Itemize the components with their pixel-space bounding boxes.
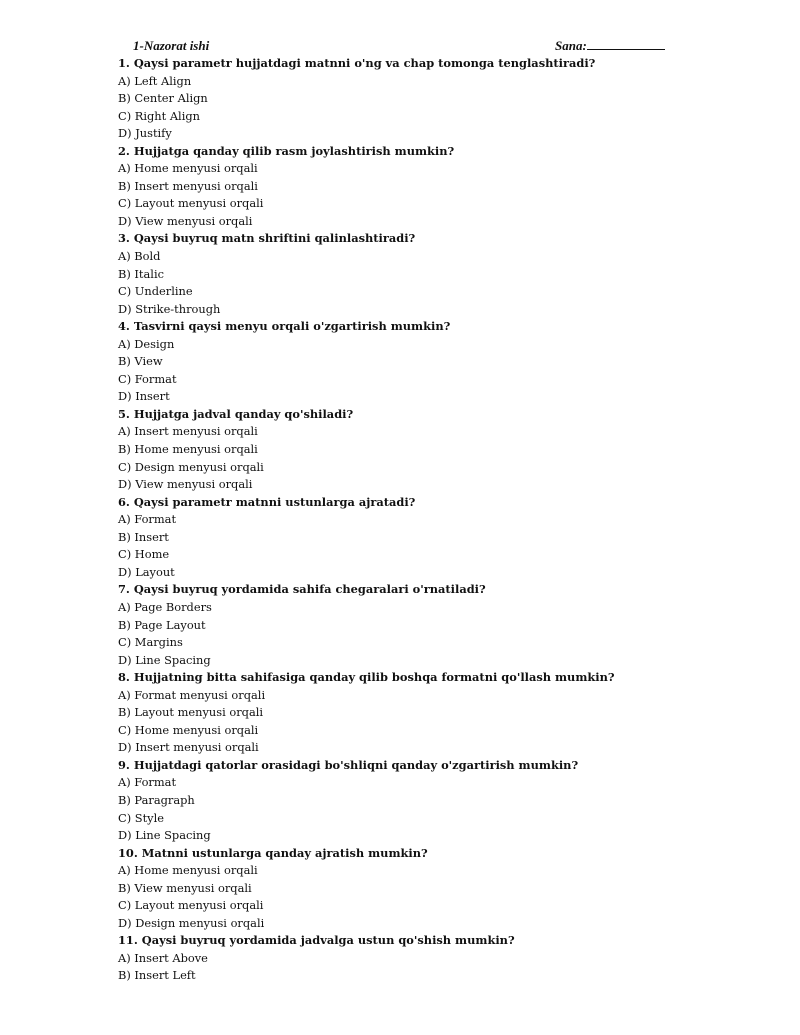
document-title: 1-Nazorat ishi xyxy=(133,38,210,53)
answer-option: D) Strike-through xyxy=(118,301,221,316)
question-text: 6. Qaysi parametr matnni ustunlarga ajratadi? xyxy=(118,494,416,509)
answer-option: B) Insert xyxy=(118,529,169,544)
answer-option: C) Underline xyxy=(118,284,193,299)
answer-option: D) Insert xyxy=(118,389,170,404)
question-text: 5. Hujjatga jadval qanday qo'shiladi? xyxy=(118,406,354,421)
answer-option: C) Style xyxy=(118,810,164,825)
answer-option: A) Format menyusi orqali xyxy=(118,687,266,702)
answer-option: A) Left Align xyxy=(118,73,192,88)
answer-option: B) Insert Left xyxy=(118,968,196,983)
question-text: 1. Qaysi parametr hujjatdagi matnni o'ng va chap tomonga tenglashtiradi? xyxy=(118,56,596,70)
answer-option: C) Right Align xyxy=(118,108,200,123)
question-text: 3. Qaysi buyruq matn shriftini qalinlashtiradi? xyxy=(118,231,416,246)
question-list xyxy=(118,55,678,985)
answer-option: A) Format xyxy=(118,512,177,527)
question-block xyxy=(118,669,678,757)
question-text: 7. Qaysi buyruq yordamida sahifa chegaralari o'rnatiladi? xyxy=(118,582,486,597)
answer-option: D) View menyusi orqali xyxy=(118,477,253,492)
document-header xyxy=(118,38,678,54)
question-text: 2. Hujjatga qanday qilib rasm joylashtirish mumkin? xyxy=(118,143,455,158)
answer-option: B) Italic xyxy=(118,266,164,281)
answer-option: A) Home menyusi orqali xyxy=(118,863,258,878)
answer-option: A) Page Borders xyxy=(118,599,212,614)
answer-option: A) Bold xyxy=(118,249,161,264)
answer-option: A) Home menyusi orqali xyxy=(118,161,258,176)
answer-option: B) View xyxy=(118,354,163,369)
answer-option: C) Home menyusi orqali xyxy=(118,722,259,737)
answer-option: D) Line Spacing xyxy=(118,652,211,667)
answer-option: D) View menyusi orqali xyxy=(118,213,253,228)
answer-option: C) Margins xyxy=(118,635,183,650)
answer-option: D) Layout xyxy=(118,564,175,579)
document-page xyxy=(118,38,678,985)
question-block xyxy=(118,932,678,985)
answer-option: A) Insert Above xyxy=(118,950,208,965)
answer-option: A) Format xyxy=(118,775,177,790)
answer-option: D) Line Spacing xyxy=(118,828,211,843)
question-block xyxy=(118,581,678,669)
date-blank-line xyxy=(587,38,665,50)
answer-option: B) Layout menyusi orqali xyxy=(118,705,264,720)
answer-option: C) Design menyusi orqali xyxy=(118,459,264,474)
question-block xyxy=(118,318,678,406)
answer-option: C) Layout menyusi orqali xyxy=(118,196,264,211)
answer-option: B) Center Align xyxy=(118,91,208,106)
answer-option: A) Insert menyusi orqali xyxy=(118,424,258,439)
answer-option: C) Layout menyusi orqali xyxy=(118,898,264,913)
question-text: 9. Hujjatdagi qatorlar orasidagi bo'shliqni qanday o'zgartirish mumkin? xyxy=(118,757,579,772)
question-block xyxy=(118,845,678,933)
answer-option: B) Paragraph xyxy=(118,792,195,807)
question-block xyxy=(118,406,678,494)
answer-option: D) Insert menyusi orqali xyxy=(118,740,259,755)
question-block xyxy=(118,494,678,582)
question-block xyxy=(118,757,678,845)
answer-option: B) Insert menyusi orqali xyxy=(118,178,258,193)
question-text: 11. Qaysi buyruq yordamida jadvalga ustun qo'shish mumkin? xyxy=(118,933,515,948)
answer-option: C) Home xyxy=(118,547,170,562)
answer-option: C) Format xyxy=(118,371,177,386)
question-block xyxy=(118,55,678,143)
answer-option: D) Justify xyxy=(118,126,172,141)
date-field xyxy=(555,38,665,54)
answer-option: B) Home menyusi orqali xyxy=(118,442,258,457)
question-text: 10. Matnni ustunlarga qanday ajratish mumkin? xyxy=(118,845,428,860)
answer-option: D) Design menyusi orqali xyxy=(118,915,265,930)
answer-option: B) View menyusi orqali xyxy=(118,880,252,895)
question-text: 4. Tasvirni qaysi menyu orqali o'zgartirish mumkin? xyxy=(118,319,451,334)
answer-option: B) Page Layout xyxy=(118,617,206,632)
question-block xyxy=(118,230,678,318)
question-block xyxy=(118,143,678,231)
date-label: Sana: xyxy=(555,38,587,53)
answer-option: A) Design xyxy=(118,336,175,351)
question-text: 8. Hujjatning bitta sahifasiga qanday qilib boshqa formatni qo'llash mumkin? xyxy=(118,670,615,685)
